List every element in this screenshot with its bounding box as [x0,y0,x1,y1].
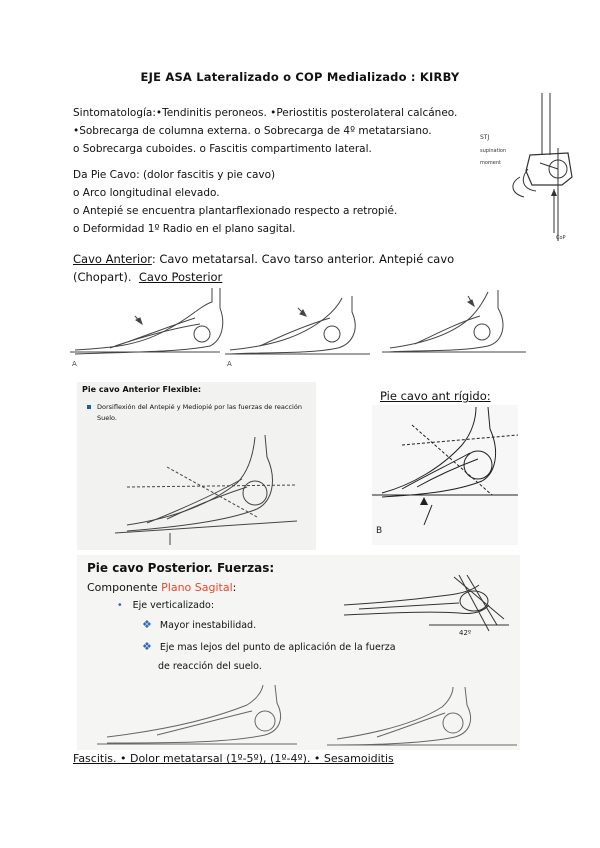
pie-cavo-item-3: o Deformidad 1º Radio en el plano sagital. [73,223,296,235]
flexible-title: Pie cavo Anterior Flexible: [82,385,202,394]
bullet-dot-icon: • [117,600,123,611]
cavo-anterior-label: Cavo Anterior [73,252,152,266]
rigid-figure [372,405,518,545]
foot-drawings-row [70,288,526,368]
posterior-component: Componente Plano Sagital: [87,581,237,594]
cavo-anterior-desc: : Cavo metatarsal. Cavo tarso anterior. Antepié cavo [151,252,455,266]
pie-cavo-item-2: o Antepié se encuentra plantarflexionado respecto a retropié. [73,205,398,217]
stj-label: STJ [480,134,490,141]
rigid-title: Pie cavo ant rígido: [380,389,491,403]
posterior-sub-2: ❖ Eje mas lejos del punto de aplicación de la fuerza de reacción del suelo. [142,640,396,672]
cop-label: CoP [556,235,566,241]
rigid-label-b: B [376,526,383,536]
posterior-bullet: • Eje verticalizado: [117,600,215,611]
pie-cavo-heading: Da Pie Cavo: (dolor fascitis y pie cavo) [73,169,276,181]
cavo-posterior-label: Cavo Posterior [138,270,223,284]
flexible-bullet: Dorsiflexión del Antepié y Mediopié por las fuerzas de reacción Suelo. [87,402,312,424]
plano-sagital-highlight: Plano Sagital [161,581,233,594]
symptoms-line-2: •Sobrecarga de columna externa. o Sobrecarga de 4º metatarsiano. [73,125,432,137]
posterior-slide [77,555,520,750]
footer-line: Fascitis. • Dolor metatarsal (1º-5º), (1º-4º). • Sesamoiditis [73,752,394,765]
symptoms-line-3: o Sobrecarga cuboides. o Fascitis compartimento lateral. [73,143,372,155]
foot-label-a-2: A [227,360,232,368]
pie-cavo-item-1: o Arco longitudinal elevado. [73,187,220,199]
stj-figure [470,93,576,241]
symptoms-line-1: Sintomatología:•Tendinitis peroneos. •Periostitis posterolateral calcáneo. [73,107,458,119]
moment-label: moment [480,160,502,166]
foot-label-a-1: A [72,360,77,368]
pie-cavo-block [73,166,473,238]
page-title: EJE ASA Lateralizado o COP Medializado : KIRBY [140,70,460,84]
symptoms-block [73,104,473,158]
square-bullet-icon [87,405,91,409]
angle-label: 42º [459,629,472,637]
posterior-sub-1: ❖ Mayor inestabilidad. [142,618,257,631]
flexible-slide [77,382,316,550]
posterior-title: Pie cavo Posterior. Fuerzas: [87,561,275,575]
supination-label: supination [480,148,507,154]
diamond-bullet-icon: ❖ [142,618,152,631]
cavo-types [73,250,513,286]
diamond-bullet-icon: ❖ [142,640,152,653]
cavo-chopart: (Chopart). [73,270,132,284]
